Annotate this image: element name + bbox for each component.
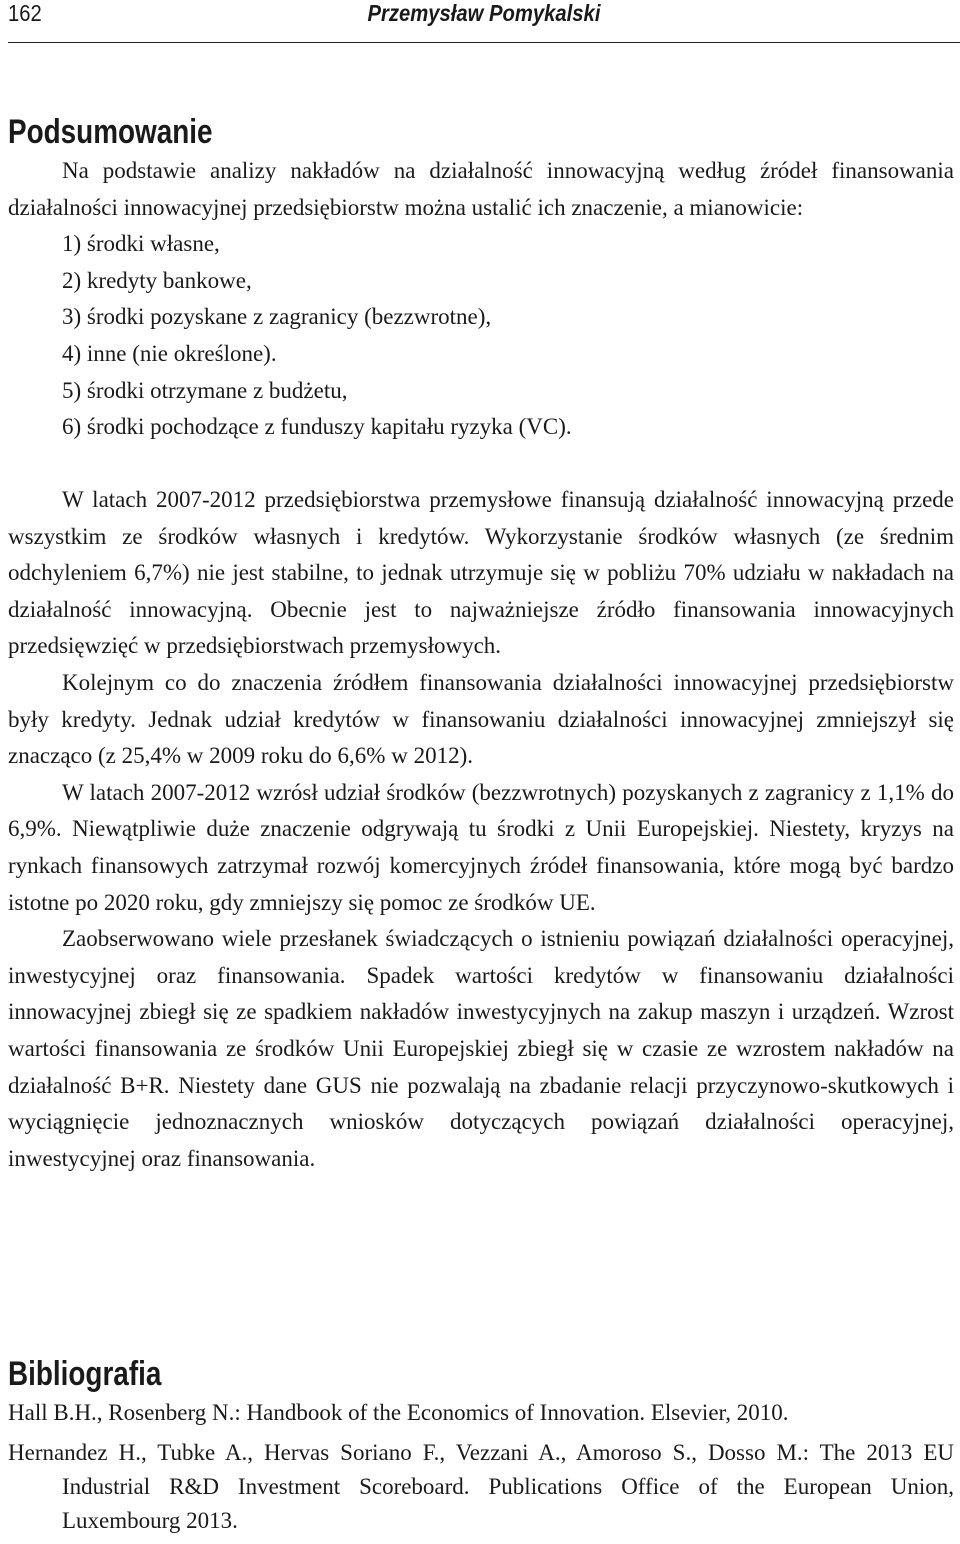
body-paragraph: Zaobserwowano wiele przesłanek świadczących o istnieniu powiązań działalności operacyjnej, inwestycyjnej oraz finansowania. Spadek wartości kredytów w finansowaniu działalności innowacyjnej zbiegł się ze spadkiem nakładów inwestycyjnych na zakup maszyn i urządzeń. Wzrost wartości finansowania ze środków Unii Europejskiej zbiegł się w czasie ze wzrostem nakładów na działalność B+R. Niestety dane GUS nie pozwalają na zbadanie relacji przyczynowo-skutkowych i wyciągnięcie jednoznacznych wniosków dotyczących powiązań działalności operacyjnej, inwestycyjnej oraz finansowania. xyxy=(8,926,954,1171)
funding-sources-list xyxy=(8,226,954,446)
body-paragraph: Kolejnym co do znaczenia źródłem finansowania działalności innowacyjnej przedsiębiorstw były kredyty. Jednak udział kredytów w finansowaniu działalności innowacyjnej zmniejszył się znacząco (z 25,4% w 2009 roku do 6,6% w 2012). xyxy=(8,669,954,769)
body-paragraph: W latach 2007-2012 wzrósł udział środków (bezzwrotnych) pozyskanych z zagranicy z 1,1% do 6,9%. Niewątpliwie duże znaczenie odgrywają tu środki z Unii Europejskiej. Niestety, kryzys na rynkach finansowych zatrzymał rozwój komercyjnych źródeł finansowania, które mogą być bardzo istotne po 2020 roku, gdy zmniejszy się pomoc ze środków UE. xyxy=(8,779,954,915)
list-item: 5) środki otrzymane z budżetu, xyxy=(62,377,348,403)
list-item: 6) środki pochodzące z funduszy kapitału ryzyka (VC). xyxy=(62,414,572,440)
bibliography-entry: Hernandez H., Tubke A., Hervas Soriano F., Vezzani A., Amoroso S., Dosso M.: The 2013 EU Industrial R&D Investment Scoreboard. Publications Office of the European Union, Luxembourg 2013. xyxy=(8,1440,954,1533)
running-header xyxy=(8,0,960,43)
list-item: 2) kredyty bankowe, xyxy=(62,267,252,293)
section-heading-bibliography: Bibliografia xyxy=(8,1355,162,1394)
bibliography-entry: Hall B.H., Rosenberg N.: Handbook of the Economics of Innovation. Elsevier, 2010. xyxy=(8,1400,789,1425)
list-item: 3) środki pozyskane z zagranicy (bezzwrotne), xyxy=(62,304,492,330)
intro-paragraph: Na podstawie analizy nakładów na działalność innowacyjną według źródeł finansowania działalności innowacyjnej przedsiębiorstw można ustalić ich znaczenie, a mianowicie: xyxy=(8,158,954,220)
bibliography-list xyxy=(8,1396,954,1544)
running-header-author: Przemysław Pomykalski xyxy=(367,0,601,26)
section-heading-summary: Podsumowanie xyxy=(8,113,213,152)
page-number: 162 xyxy=(8,0,42,26)
summary-body xyxy=(8,482,954,1177)
list-item: 4) inne (nie określone). xyxy=(62,340,277,366)
summary-intro-block xyxy=(8,153,954,446)
list-item: 1) środki własne, xyxy=(62,231,220,257)
body-paragraph: W latach 2007-2012 przedsiębiorstwa przemysłowe finansują działalność innowacyjną przede wszystkim ze środków własnych i kredytów. Wykorzystanie środków własnych (ze średnim odchyleniem 6,7%) nie jest stabilne, to jednak utrzymuje się w pobliżu 70% udziału w nakładach na działalność innowacyjną. Obecnie jest to najważniejsze źródło finansowania innowacyjnych przedsięwzięć w przedsiębiorstwach przemysłowych. xyxy=(8,487,954,659)
